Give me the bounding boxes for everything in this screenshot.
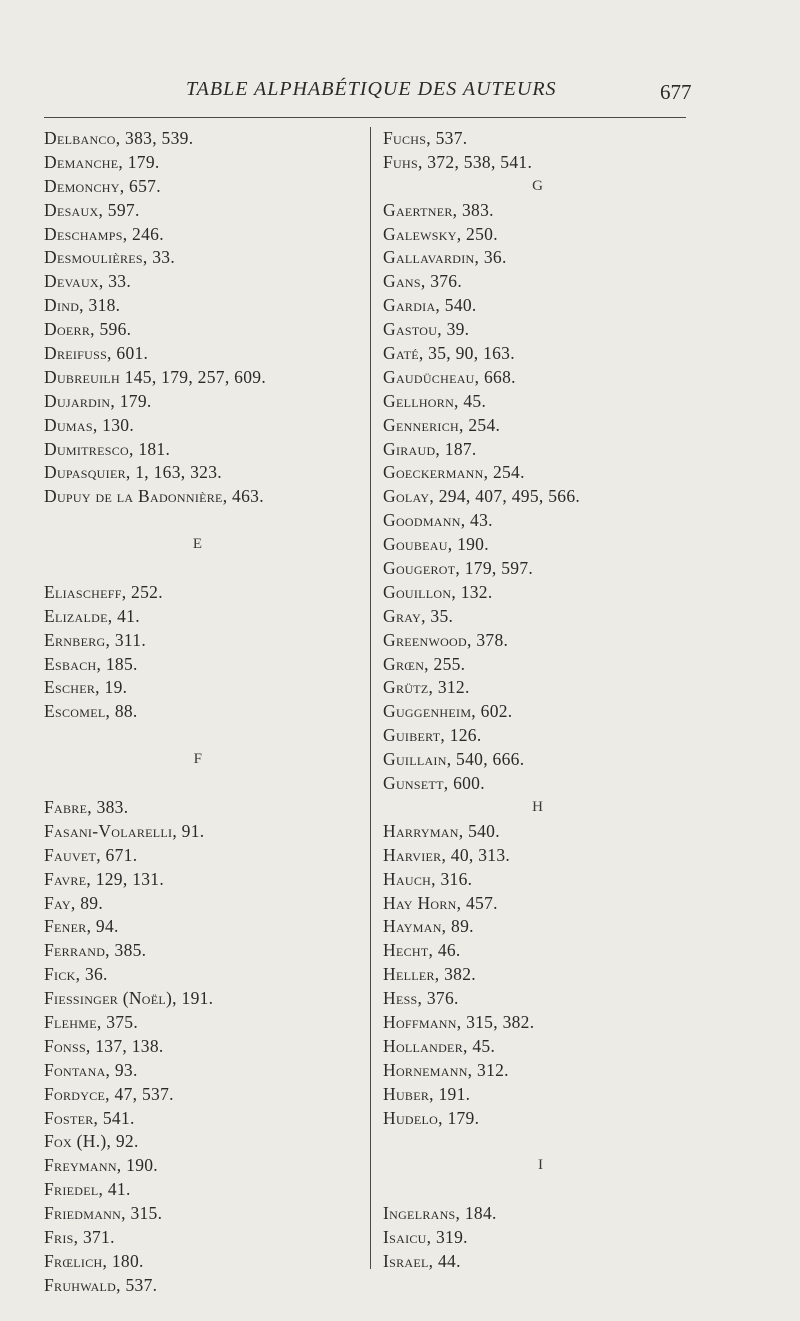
- index-entry: Gaté, 35, 90, 163.: [383, 343, 515, 364]
- index-entry: Goodmann, 43.: [383, 510, 493, 531]
- index-entry: Fick, 36.: [44, 964, 108, 985]
- index-entry: Devaux, 33.: [44, 271, 132, 292]
- index-entry: Dupasquier, 1, 163, 323.: [44, 462, 222, 483]
- index-entry: Dreifuss, 601.: [44, 343, 149, 364]
- index-entry: Dubreuilh 145, 179, 257, 609.: [44, 366, 266, 387]
- blank-line: [44, 509, 362, 533]
- index-entry: Goeckermann, 254.: [383, 462, 525, 483]
- index-entry: Hay Horn, 457.: [383, 892, 498, 913]
- index-entry: Hoffmann, 315, 382.: [383, 1011, 535, 1032]
- index-entry: Fordyce, 47, 537.: [44, 1083, 174, 1104]
- index-entry: Delbanco, 383, 539.: [44, 128, 194, 148]
- index-entry: Hauch, 316.: [383, 868, 473, 889]
- index-entry: Elizalde, 41.: [44, 605, 140, 626]
- index-entry: Gennerich, 254.: [383, 414, 501, 435]
- index-entry: Fuhs, 372, 538, 541.: [383, 151, 533, 172]
- index-entry: Friedel, 41.: [44, 1179, 131, 1200]
- index-entry: Fay, 89.: [44, 892, 103, 913]
- index-entry: Hayman, 89.: [383, 916, 474, 937]
- index-entry: Fener, 94.: [44, 916, 119, 937]
- section-letter: E: [192, 536, 202, 553]
- index-entry: Fiessinger (Noël), 191.: [44, 988, 214, 1009]
- left-column: [44, 127, 362, 1298]
- index-entry: Hecht, 46.: [383, 940, 461, 961]
- index-entry: Fruhwald, 537.: [44, 1274, 158, 1295]
- index-entry: Giraud, 187.: [383, 438, 477, 459]
- index-entry: Escomel, 88.: [44, 701, 138, 722]
- index-entry: Fonss, 137, 138.: [44, 1035, 164, 1056]
- index-entry: Harryman, 540.: [383, 820, 500, 841]
- index-entry: Ferrand, 385.: [44, 940, 147, 961]
- index-entry: Escher, 19.: [44, 677, 128, 698]
- index-entry: Gastou, 39.: [383, 319, 470, 340]
- index-entry: Dumas, 130.: [44, 414, 134, 435]
- index-entry: Dupuy de la Badonnière, 463.: [44, 486, 264, 507]
- index-entry: Hess, 376.: [383, 988, 459, 1009]
- index-entry: Gougerot, 179, 597.: [383, 558, 534, 579]
- index-entry: Greenwood, 378.: [383, 629, 509, 650]
- index-entry: Ernberg, 311.: [44, 629, 146, 650]
- index-entry: Deschamps, 246.: [44, 223, 164, 244]
- index-entry: Golay, 294, 407, 495, 566.: [383, 486, 581, 507]
- index-entry: Foster, 541.: [44, 1107, 135, 1128]
- blank-line: [383, 1178, 693, 1202]
- index-entry: Demonchy, 657.: [44, 175, 161, 196]
- index-entry: Desaux, 597.: [44, 199, 140, 220]
- index-entry: Harvier, 40, 313.: [383, 844, 511, 865]
- index-entry: Gaertner, 383.: [383, 199, 494, 220]
- header-rule: [44, 117, 686, 118]
- index-entry: Gouillon, 132.: [383, 581, 493, 602]
- index-entry: Fris, 371.: [44, 1226, 115, 1247]
- blank-line: [44, 557, 362, 581]
- index-entry: Fasani-Volarelli, 91.: [44, 820, 205, 841]
- index-entry: Favre, 129, 131.: [44, 868, 165, 889]
- page-header: [0, 74, 800, 114]
- index-entry: Demanche, 179.: [44, 151, 160, 172]
- index-entry: Esbach, 185.: [44, 653, 138, 674]
- index-entry: Gunsett, 600.: [383, 773, 485, 794]
- index-entry: Frœlich, 180.: [44, 1250, 144, 1271]
- index-entry: Grœn, 255.: [383, 653, 466, 674]
- blank-line: [44, 724, 362, 748]
- blank-line: [383, 1130, 693, 1154]
- index-entry: Dujardin, 179.: [44, 390, 152, 411]
- index-entry: Gallavardin, 36.: [383, 247, 507, 268]
- index-entry: Eliascheff, 252.: [44, 581, 163, 602]
- section-letter: F: [193, 751, 202, 768]
- right-column: [383, 127, 693, 1274]
- index-entry: Flehme, 375.: [44, 1011, 139, 1032]
- index-entry: Friedmann, 315.: [44, 1203, 163, 1224]
- index-entry: Gaudücheau, 668.: [383, 366, 516, 387]
- index-entry: Doerr, 596.: [44, 319, 132, 340]
- index-entry: Dind, 318.: [44, 295, 121, 316]
- index-entry: Freymann, 190.: [44, 1155, 158, 1176]
- index-entry: Fabre, 383.: [44, 796, 129, 817]
- index-entry: Galewsky, 250.: [383, 223, 498, 244]
- index-entry: Gray, 35.: [383, 605, 454, 626]
- running-title: TABLE ALPHABÉTIQUE DES AUTEURS: [186, 78, 557, 100]
- section-letter: H: [532, 798, 543, 815]
- page-number: 677: [660, 80, 692, 104]
- index-entry: Fox (H.), 92.: [44, 1131, 139, 1152]
- index-entry: Hudelo, 179.: [383, 1107, 480, 1128]
- index-entry: Huber, 191.: [383, 1083, 471, 1104]
- index-entry: Gans, 376.: [383, 271, 463, 292]
- section-letter: G: [532, 177, 543, 194]
- index-entry: Dumitresco, 181.: [44, 438, 171, 459]
- index-entry: Desmoulières, 33.: [44, 247, 176, 268]
- index-entry: Fauvet, 671.: [44, 844, 138, 865]
- index-entry: Guibert, 126.: [383, 725, 482, 746]
- index-entry: Hornemann, 312.: [383, 1059, 509, 1080]
- index-entry: Guillain, 540, 666.: [383, 749, 525, 770]
- index-entry: Gardia, 540.: [383, 295, 477, 316]
- index-entry: Gellhorn, 45.: [383, 390, 487, 411]
- index-entry: Ingelrans, 184.: [383, 1203, 497, 1224]
- column-divider: [370, 127, 371, 1269]
- index-entry: Grütz, 312.: [383, 677, 470, 698]
- blank-line: [44, 772, 362, 796]
- index-entry: Fuchs, 537.: [383, 128, 468, 148]
- index-entry: Isaicu, 319.: [383, 1226, 468, 1247]
- index-entry: Israel, 44.: [383, 1250, 461, 1271]
- index-entry: Guggenheim, 602.: [383, 701, 513, 722]
- index-entry: Heller, 382.: [383, 964, 476, 985]
- index-entry: Goubeau, 190.: [383, 534, 489, 555]
- index-entry: Hollander, 45.: [383, 1035, 496, 1056]
- index-entry: Fontana, 93.: [44, 1059, 138, 1080]
- section-letter: I: [538, 1157, 543, 1174]
